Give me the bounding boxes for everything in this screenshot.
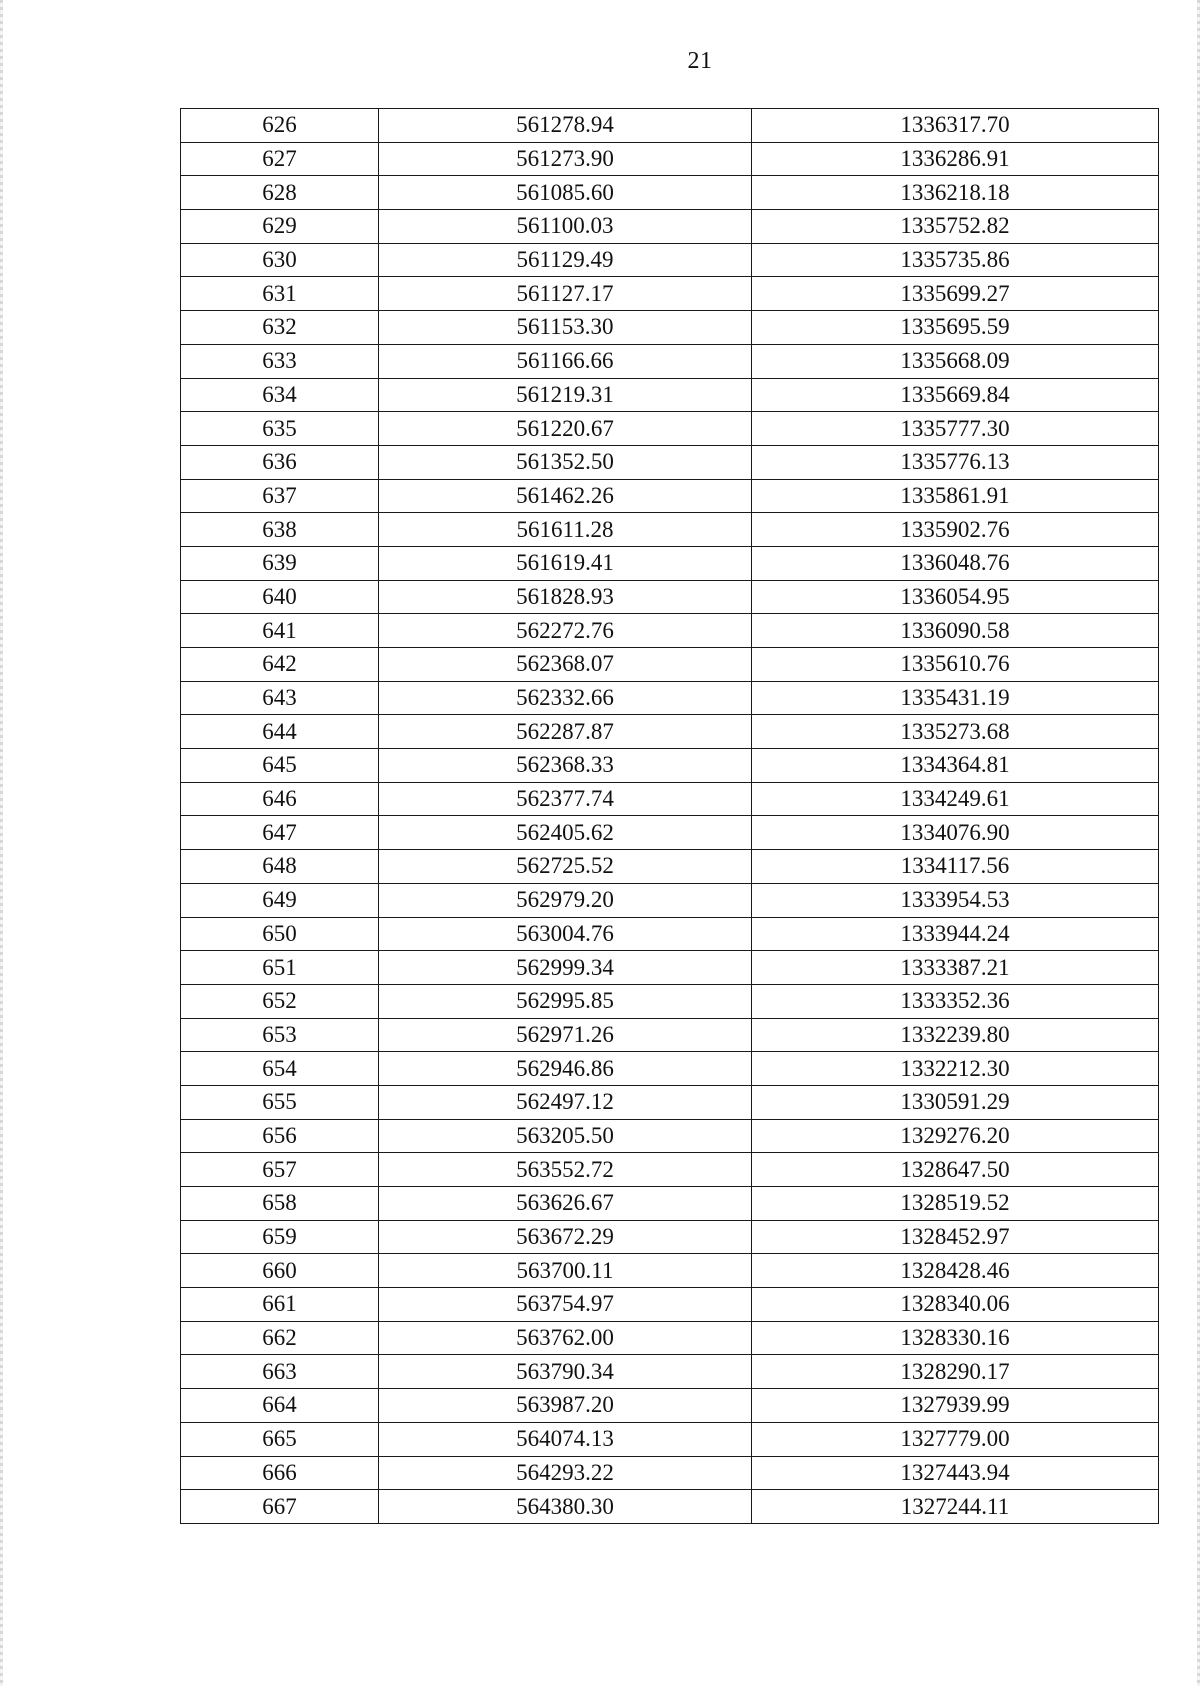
x-coordinate-cell: 563004.76 bbox=[379, 917, 752, 951]
y-coordinate-cell: 1328340.06 bbox=[752, 1288, 1159, 1322]
table-row bbox=[181, 749, 1159, 783]
y-coordinate-cell: 1336048.76 bbox=[752, 546, 1159, 580]
point-number-cell: 658 bbox=[181, 1187, 379, 1221]
table-row bbox=[181, 243, 1159, 277]
x-coordinate-cell: 562979.20 bbox=[379, 883, 752, 917]
point-number-cell: 644 bbox=[181, 715, 379, 749]
table-row bbox=[181, 883, 1159, 917]
x-coordinate-cell: 562497.12 bbox=[379, 1085, 752, 1119]
y-coordinate-cell: 1334364.81 bbox=[752, 749, 1159, 783]
y-coordinate-cell: 1336218.18 bbox=[752, 176, 1159, 210]
x-coordinate-cell: 561100.03 bbox=[379, 210, 752, 244]
y-coordinate-cell: 1336054.95 bbox=[752, 580, 1159, 614]
page-number: 21 bbox=[687, 48, 713, 74]
y-coordinate-cell: 1332239.80 bbox=[752, 1018, 1159, 1052]
table-row bbox=[181, 1018, 1159, 1052]
x-coordinate-cell: 562405.62 bbox=[379, 816, 752, 850]
y-coordinate-cell: 1327443.94 bbox=[752, 1456, 1159, 1490]
y-coordinate-cell: 1327779.00 bbox=[752, 1422, 1159, 1456]
table-row bbox=[181, 1490, 1159, 1524]
table-row bbox=[181, 1321, 1159, 1355]
y-coordinate-cell: 1336286.91 bbox=[752, 142, 1159, 176]
y-coordinate-cell: 1334117.56 bbox=[752, 850, 1159, 884]
y-coordinate-cell: 1327939.99 bbox=[752, 1389, 1159, 1423]
x-coordinate-cell: 561462.26 bbox=[379, 479, 752, 513]
point-number-cell: 661 bbox=[181, 1288, 379, 1322]
y-coordinate-cell: 1328428.46 bbox=[752, 1254, 1159, 1288]
y-coordinate-cell: 1333954.53 bbox=[752, 883, 1159, 917]
x-coordinate-cell: 562368.07 bbox=[379, 648, 752, 682]
table-row bbox=[181, 277, 1159, 311]
y-coordinate-cell: 1329276.20 bbox=[752, 1119, 1159, 1153]
y-coordinate-cell: 1327244.11 bbox=[752, 1490, 1159, 1524]
x-coordinate-cell: 562287.87 bbox=[379, 715, 752, 749]
point-number-cell: 640 bbox=[181, 580, 379, 614]
x-coordinate-cell: 562971.26 bbox=[379, 1018, 752, 1052]
table-row bbox=[181, 850, 1159, 884]
x-coordinate-cell: 564293.22 bbox=[379, 1456, 752, 1490]
point-number-cell: 664 bbox=[181, 1389, 379, 1423]
y-coordinate-cell: 1335902.76 bbox=[752, 513, 1159, 547]
table-row bbox=[181, 344, 1159, 378]
x-coordinate-cell: 563790.34 bbox=[379, 1355, 752, 1389]
y-coordinate-cell: 1335752.82 bbox=[752, 210, 1159, 244]
x-coordinate-cell: 561127.17 bbox=[379, 277, 752, 311]
point-number-cell: 629 bbox=[181, 210, 379, 244]
point-number-cell: 646 bbox=[181, 782, 379, 816]
table-row bbox=[181, 479, 1159, 513]
table-row bbox=[181, 210, 1159, 244]
y-coordinate-cell: 1334249.61 bbox=[752, 782, 1159, 816]
point-number-cell: 634 bbox=[181, 378, 379, 412]
table-row bbox=[181, 648, 1159, 682]
table-row bbox=[181, 782, 1159, 816]
x-coordinate-cell: 561273.90 bbox=[379, 142, 752, 176]
x-coordinate-cell: 563626.67 bbox=[379, 1187, 752, 1221]
y-coordinate-cell: 1335861.91 bbox=[752, 479, 1159, 513]
x-coordinate-cell: 561085.60 bbox=[379, 176, 752, 210]
y-coordinate-cell: 1336317.70 bbox=[752, 109, 1159, 143]
y-coordinate-cell: 1335735.86 bbox=[752, 243, 1159, 277]
point-number-cell: 653 bbox=[181, 1018, 379, 1052]
point-number-cell: 654 bbox=[181, 1052, 379, 1086]
table-row bbox=[181, 1456, 1159, 1490]
y-coordinate-cell: 1328647.50 bbox=[752, 1153, 1159, 1187]
point-number-cell: 647 bbox=[181, 816, 379, 850]
y-coordinate-cell: 1333944.24 bbox=[752, 917, 1159, 951]
point-number-cell: 666 bbox=[181, 1456, 379, 1490]
y-coordinate-cell: 1328519.52 bbox=[752, 1187, 1159, 1221]
point-number-cell: 642 bbox=[181, 648, 379, 682]
x-coordinate-cell: 562999.34 bbox=[379, 951, 752, 985]
table-row bbox=[181, 1389, 1159, 1423]
point-number-cell: 649 bbox=[181, 883, 379, 917]
x-coordinate-cell: 561352.50 bbox=[379, 445, 752, 479]
table-row bbox=[181, 109, 1159, 143]
table-row bbox=[181, 513, 1159, 547]
x-coordinate-cell: 561619.41 bbox=[379, 546, 752, 580]
point-number-cell: 651 bbox=[181, 951, 379, 985]
point-number-cell: 632 bbox=[181, 311, 379, 345]
x-coordinate-cell: 563205.50 bbox=[379, 1119, 752, 1153]
point-number-cell: 638 bbox=[181, 513, 379, 547]
point-number-cell: 660 bbox=[181, 1254, 379, 1288]
x-coordinate-cell: 561611.28 bbox=[379, 513, 752, 547]
x-coordinate-cell: 562377.74 bbox=[379, 782, 752, 816]
point-number-cell: 641 bbox=[181, 614, 379, 648]
point-number-cell: 650 bbox=[181, 917, 379, 951]
table-row bbox=[181, 412, 1159, 446]
point-number-cell: 639 bbox=[181, 546, 379, 580]
y-coordinate-cell: 1335699.27 bbox=[752, 277, 1159, 311]
point-number-cell: 645 bbox=[181, 749, 379, 783]
coordinate-table-body bbox=[181, 109, 1159, 1524]
y-coordinate-cell: 1328290.17 bbox=[752, 1355, 1159, 1389]
x-coordinate-cell: 561220.67 bbox=[379, 412, 752, 446]
y-coordinate-cell: 1333387.21 bbox=[752, 951, 1159, 985]
point-number-cell: 628 bbox=[181, 176, 379, 210]
y-coordinate-cell: 1332212.30 bbox=[752, 1052, 1159, 1086]
point-number-cell: 631 bbox=[181, 277, 379, 311]
x-coordinate-cell: 561278.94 bbox=[379, 109, 752, 143]
table-row bbox=[181, 715, 1159, 749]
point-number-cell: 636 bbox=[181, 445, 379, 479]
y-coordinate-cell: 1335776.13 bbox=[752, 445, 1159, 479]
x-coordinate-cell: 561153.30 bbox=[379, 311, 752, 345]
y-coordinate-cell: 1335695.59 bbox=[752, 311, 1159, 345]
coordinate-table bbox=[180, 108, 1159, 1524]
point-number-cell: 665 bbox=[181, 1422, 379, 1456]
x-coordinate-cell: 562946.86 bbox=[379, 1052, 752, 1086]
y-coordinate-cell: 1335668.09 bbox=[752, 344, 1159, 378]
table-row bbox=[181, 580, 1159, 614]
x-coordinate-cell: 561166.66 bbox=[379, 344, 752, 378]
point-number-cell: 633 bbox=[181, 344, 379, 378]
x-coordinate-cell: 563987.20 bbox=[379, 1389, 752, 1423]
y-coordinate-cell: 1335669.84 bbox=[752, 378, 1159, 412]
y-coordinate-cell: 1335610.76 bbox=[752, 648, 1159, 682]
point-number-cell: 667 bbox=[181, 1490, 379, 1524]
x-coordinate-cell: 562725.52 bbox=[379, 850, 752, 884]
y-coordinate-cell: 1328330.16 bbox=[752, 1321, 1159, 1355]
table-row bbox=[181, 1052, 1159, 1086]
x-coordinate-cell: 561828.93 bbox=[379, 580, 752, 614]
x-coordinate-cell: 562995.85 bbox=[379, 984, 752, 1018]
table-row bbox=[181, 176, 1159, 210]
x-coordinate-cell: 561219.31 bbox=[379, 378, 752, 412]
x-coordinate-cell: 563700.11 bbox=[379, 1254, 752, 1288]
table-row bbox=[181, 1153, 1159, 1187]
point-number-cell: 652 bbox=[181, 984, 379, 1018]
point-number-cell: 656 bbox=[181, 1119, 379, 1153]
point-number-cell: 626 bbox=[181, 109, 379, 143]
table-row bbox=[181, 1254, 1159, 1288]
y-coordinate-cell: 1335431.19 bbox=[752, 681, 1159, 715]
point-number-cell: 630 bbox=[181, 243, 379, 277]
table-row bbox=[181, 546, 1159, 580]
table-row bbox=[181, 951, 1159, 985]
table-row bbox=[181, 1355, 1159, 1389]
x-coordinate-cell: 564380.30 bbox=[379, 1490, 752, 1524]
point-number-cell: 627 bbox=[181, 142, 379, 176]
y-coordinate-cell: 1335777.30 bbox=[752, 412, 1159, 446]
table-row bbox=[181, 681, 1159, 715]
table-row bbox=[181, 1422, 1159, 1456]
table-row bbox=[181, 142, 1159, 176]
x-coordinate-cell: 563754.97 bbox=[379, 1288, 752, 1322]
table-row bbox=[181, 1187, 1159, 1221]
point-number-cell: 657 bbox=[181, 1153, 379, 1187]
point-number-cell: 662 bbox=[181, 1321, 379, 1355]
y-coordinate-cell: 1328452.97 bbox=[752, 1220, 1159, 1254]
y-coordinate-cell: 1335273.68 bbox=[752, 715, 1159, 749]
table-row bbox=[181, 614, 1159, 648]
x-coordinate-cell: 561129.49 bbox=[379, 243, 752, 277]
table-row bbox=[181, 378, 1159, 412]
y-coordinate-cell: 1336090.58 bbox=[752, 614, 1159, 648]
point-number-cell: 663 bbox=[181, 1355, 379, 1389]
table-row bbox=[181, 1288, 1159, 1322]
point-number-cell: 643 bbox=[181, 681, 379, 715]
point-number-cell: 659 bbox=[181, 1220, 379, 1254]
x-coordinate-cell: 562368.33 bbox=[379, 749, 752, 783]
y-coordinate-cell: 1334076.90 bbox=[752, 816, 1159, 850]
x-coordinate-cell: 563672.29 bbox=[379, 1220, 752, 1254]
x-coordinate-cell: 562272.76 bbox=[379, 614, 752, 648]
y-coordinate-cell: 1330591.29 bbox=[752, 1085, 1159, 1119]
table-row bbox=[181, 984, 1159, 1018]
y-coordinate-cell: 1333352.36 bbox=[752, 984, 1159, 1018]
point-number-cell: 655 bbox=[181, 1085, 379, 1119]
table-row bbox=[181, 816, 1159, 850]
point-number-cell: 637 bbox=[181, 479, 379, 513]
table-row bbox=[181, 917, 1159, 951]
x-coordinate-cell: 563762.00 bbox=[379, 1321, 752, 1355]
table-row bbox=[181, 1220, 1159, 1254]
x-coordinate-cell: 563552.72 bbox=[379, 1153, 752, 1187]
table-row bbox=[181, 1085, 1159, 1119]
scan-edge-left bbox=[0, 0, 3, 1686]
table-row bbox=[181, 1119, 1159, 1153]
table-row bbox=[181, 445, 1159, 479]
x-coordinate-cell: 562332.66 bbox=[379, 681, 752, 715]
x-coordinate-cell: 564074.13 bbox=[379, 1422, 752, 1456]
point-number-cell: 635 bbox=[181, 412, 379, 446]
point-number-cell: 648 bbox=[181, 850, 379, 884]
table-row bbox=[181, 311, 1159, 345]
